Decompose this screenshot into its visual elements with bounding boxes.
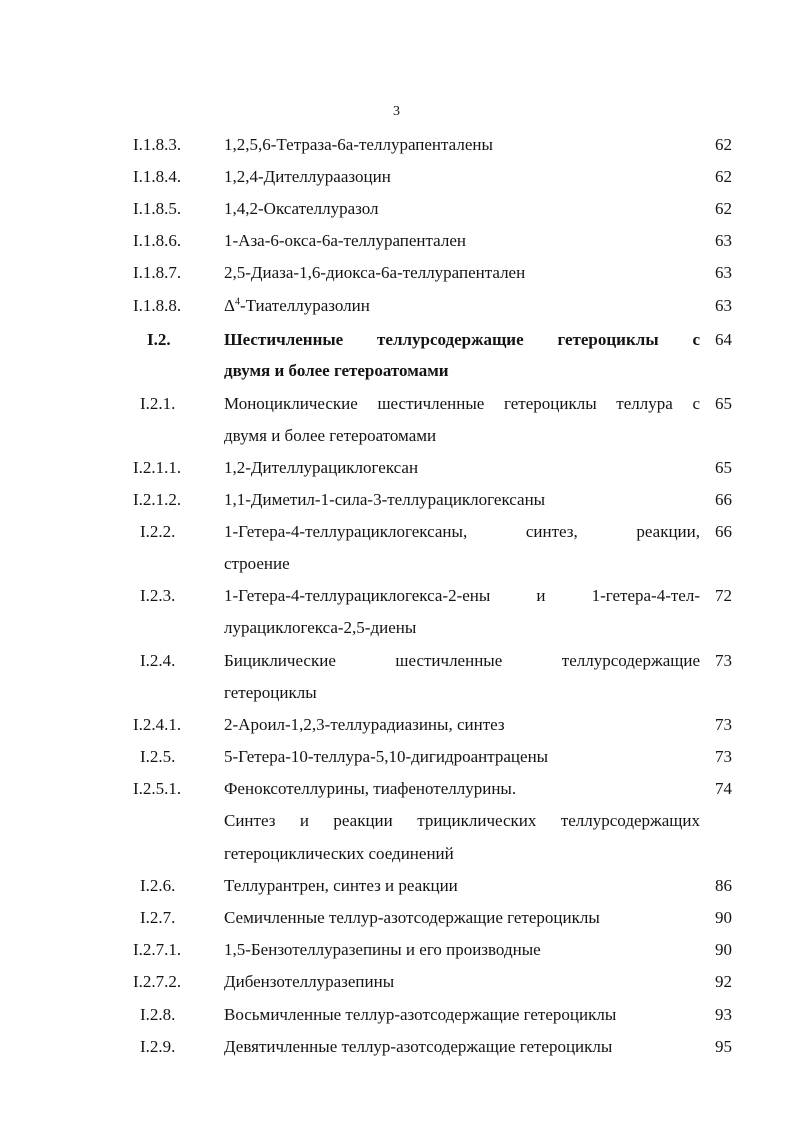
page-ref: 62 <box>715 199 732 218</box>
section-number: I.2.9. <box>140 1037 176 1056</box>
section-title: 2-Ароил-1,2,3-теллурадиазины, синтез <box>224 715 505 734</box>
delta-symbol: Δ <box>224 296 235 315</box>
section-title: Восьмичленные теллур-азотсодержащие гетероциклы <box>224 1005 617 1024</box>
section-number: I.2.7. <box>140 908 176 927</box>
page-ref: 63 <box>715 263 732 282</box>
page-ref: 66 <box>715 490 732 509</box>
section-number: I.2.1. <box>140 394 176 413</box>
section-title-line1: 1-Гетера-4-теллурациклогексаны, синтез, реакции, <box>224 522 700 541</box>
page-ref: 63 <box>715 231 732 250</box>
section-title: Семичленные теллур-азотсодержащие гетероциклы <box>224 908 600 927</box>
page-ref: 72 <box>715 586 732 605</box>
section-title <box>224 290 700 322</box>
section-title-line2: строение <box>224 554 290 573</box>
section-number: I.2.1.2. <box>133 490 182 509</box>
section-title: 2,5-Диаза-1,6-диокса-6а-теллурапентален <box>224 263 526 282</box>
section-number: I.2.4.1. <box>133 715 182 734</box>
page-ref: 73 <box>715 747 732 766</box>
section-title-line1: Шестичленные теллурсодержащие гетероциклы с <box>224 330 700 349</box>
page-ref: 65 <box>715 394 732 413</box>
section-title: Дибензотеллуразепины <box>224 972 395 991</box>
page-ref: 73 <box>715 715 732 734</box>
page-ref: 64 <box>715 330 732 349</box>
section-number: I.2.3. <box>140 586 176 605</box>
section-number: I.1.8.8. <box>133 296 182 315</box>
page-ref: 92 <box>715 972 732 991</box>
section-number: I.2.5.1. <box>133 779 182 798</box>
section-number: I.2.7.1. <box>133 940 182 959</box>
section-title-line2: гетероциклы <box>224 683 317 702</box>
page-ref: 74 <box>715 779 732 798</box>
superscript: 4 <box>234 296 240 308</box>
section-title-line2: двумя и более гетероатомами <box>224 426 437 445</box>
page-number: 3 <box>393 104 400 119</box>
page-ref: 86 <box>715 876 732 895</box>
section-title-line2: лурациклогекса-2,5-диены <box>224 618 417 637</box>
section-title: Феноксотеллурины, тиафенотеллурины. <box>224 779 517 798</box>
section-title-line2: двумя и более гетероатомами <box>224 361 449 380</box>
section-number: I.2.1.1. <box>133 458 182 477</box>
title-text: -Тиателлуразолин <box>239 296 370 315</box>
section-number: I.2. <box>147 330 171 349</box>
section-number: I.1.8.6. <box>133 231 182 250</box>
section-title-line1: 1-Гетера-4-теллурациклогекса-2-ены и 1-гетера-4-тел- <box>224 586 700 605</box>
page-ref: 93 <box>715 1005 732 1024</box>
section-number: I.2.2. <box>140 522 176 541</box>
section-number: I.1.8.7. <box>133 263 182 282</box>
section-title: 1-Аза-6-окса-6а-теллурапентален <box>224 231 466 250</box>
page-ref: 62 <box>715 167 732 186</box>
section-title-line1: Бициклические шестичленные теллурсодержащие <box>224 651 700 670</box>
section-title-line1: Моноциклические шестичленные гетероциклы теллура с <box>224 394 700 413</box>
section-title: 1,4,2-Оксателлуразол <box>224 199 379 218</box>
page-ref: 65 <box>715 458 732 477</box>
section-title: 1,2,5,6-Тетраза-6а-теллурапенталены <box>224 135 493 154</box>
section-title: Теллурантрен, синтез и реакции <box>224 876 458 895</box>
section-title: 1,2,4-Дителлураазоцин <box>224 167 391 186</box>
page-ref: 62 <box>715 135 732 154</box>
section-number: I.2.5. <box>140 747 176 766</box>
page-ref: 95 <box>715 1037 732 1056</box>
page-ref: 66 <box>715 522 732 541</box>
section-number: I.2.6. <box>140 876 176 895</box>
page-ref: 63 <box>715 296 732 315</box>
section-title: Девятичленные теллур-азотсодержащие гетероциклы <box>224 1037 613 1056</box>
section-title: 1,5-Бензотеллуразепины и его производные <box>224 940 541 959</box>
section-number: I.2.8. <box>140 1005 176 1024</box>
section-number: I.1.8.4. <box>133 167 182 186</box>
section-number: I.2.7.2. <box>133 972 182 991</box>
page-ref: 90 <box>715 940 732 959</box>
section-title: 1,2-Дителлурациклогексан <box>224 458 419 477</box>
section-number: I.1.8.3. <box>133 135 182 154</box>
page-ref: 90 <box>715 908 732 927</box>
page-ref: 73 <box>715 651 732 670</box>
section-subtitle-line1: Синтез и реакции трициклических теллурсодержащих <box>224 811 700 830</box>
section-number: I.1.8.5. <box>133 199 182 218</box>
section-title: 1,1-Диметил-1-сила-3-теллурациклогексаны <box>224 490 546 509</box>
section-subtitle-line2: гетероциклических соединений <box>224 844 454 863</box>
section-number: I.2.4. <box>140 651 176 670</box>
section-title: 5-Гетера-10-теллура-5,10-дигидроантрацены <box>224 747 549 766</box>
